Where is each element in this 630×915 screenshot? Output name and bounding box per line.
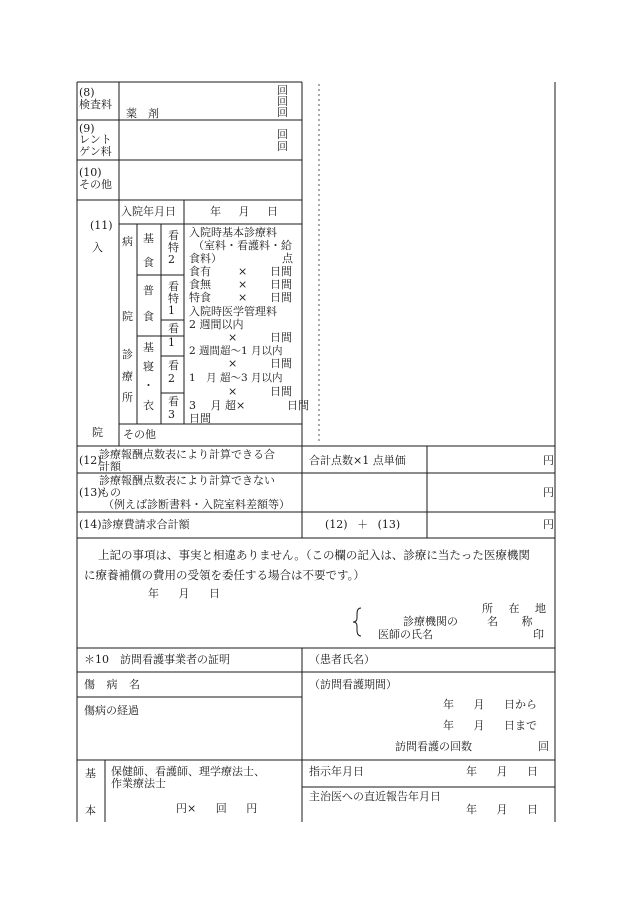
period-4-clip — [185, 412, 301, 423]
certification-name-label: 名 称 — [487, 615, 533, 628]
period-2-times: × — [228, 357, 238, 370]
period-from: 年 月 日から — [443, 698, 537, 711]
instruction-date-value: 年 月 日 — [466, 765, 538, 778]
nursing-2-b: 2 — [168, 372, 175, 385]
meal-basic-2: 食 — [143, 256, 154, 269]
disease-name-label: 傷 病 名 — [84, 678, 140, 691]
meal-normal-1: 普 — [143, 284, 154, 297]
item-8-sub: 薬 剤 — [126, 107, 159, 120]
item-8-unit-1: 回 — [277, 84, 288, 97]
admission-date-label: 入院年月日 — [121, 205, 176, 218]
meal-normal-2: 食 — [143, 310, 154, 323]
bedding-1: 基 — [143, 341, 154, 354]
item-9-unit-1: 回 — [277, 128, 288, 141]
basic-fee-line-3: 食料） — [189, 252, 222, 265]
visiting-nurse-cert-title: ＊10 訪問看護事業者の証明 — [84, 653, 230, 666]
hospital-char-4: 療 — [122, 370, 133, 383]
nursing-special-1-b: 特 — [168, 292, 179, 305]
meal-special-times: × — [238, 291, 248, 304]
item-10-number: (10) — [79, 166, 102, 179]
item-12-label-1: 診療報酬点数表により計算できる合 — [99, 448, 275, 461]
nursing-1-b: 1 — [168, 336, 175, 349]
bedding-4: 衣 — [143, 399, 154, 412]
certification-doctor-label: 医師の氏名 — [378, 628, 433, 641]
basic-fee-line-1: 入院時基本診療料 — [189, 226, 277, 239]
meal-yes-label: 食有 — [189, 265, 211, 278]
item-11-number: (11) — [90, 219, 113, 232]
bedding-2: 寝 — [143, 360, 154, 373]
certification-seal-label: 印 — [533, 628, 544, 641]
patient-name-label: （患者氏名） — [309, 653, 375, 666]
meal-special-days: 日間 — [270, 291, 292, 304]
nursing-period-label: （訪問看護期間） — [309, 678, 397, 691]
total-points-label: 合計点数×1 点単価 — [309, 454, 406, 467]
item-13-label-3: （例えば診断書料・入院室料差額等） — [103, 498, 290, 511]
item-12-yen: 円 — [543, 454, 554, 467]
basic-fee-point: 点 — [282, 252, 293, 265]
period-2-label: 2 週間超～1 月以内 — [189, 345, 283, 357]
basic-char-2: 本 — [85, 804, 96, 817]
period-to: 年 月 日まで — [443, 719, 537, 732]
nursing-special-2-a: 看 — [168, 229, 179, 242]
item-14-label: (14)診療費請求合計額 — [79, 518, 190, 531]
item-8-unit-2: 回 — [277, 95, 288, 108]
item-13-number: (13) — [79, 486, 102, 499]
item-11-label-top: 入 — [92, 241, 103, 254]
nursing-3-b: 3 — [168, 408, 175, 421]
certification-address-label: 所 在 地 — [482, 602, 546, 615]
certification-line-1: 上記の事項は、事実と相違ありません。（この欄の記入は、診療に当たった医療機関 — [98, 548, 530, 562]
bedding-3: ・ — [143, 379, 154, 392]
nursing-special-2-c: 2 — [168, 253, 175, 266]
period-4-days: 日間 — [287, 399, 309, 412]
nursing-1-a: 看 — [168, 322, 179, 335]
period-1-times: × — [228, 331, 238, 344]
period-3-times: × — [228, 385, 238, 398]
visit-count-label: 訪問看護の回数 — [395, 740, 472, 753]
item-14-formula: (12) ＋ (13) — [325, 518, 401, 531]
medical-mgmt-label: 入院時医学管理料 — [189, 305, 277, 318]
item-10-label: その他 — [79, 178, 112, 191]
item-9-label-1: レント — [79, 133, 112, 146]
item-9-unit-2: 回 — [277, 140, 288, 153]
certification-line-2: に療養補償の費用の受領を委任する場合は不要です。） — [84, 568, 365, 582]
meal-yes-days: 日間 — [270, 265, 292, 278]
meal-no-label: 食無 — [189, 278, 211, 291]
hospital-char-1: 病 — [122, 235, 133, 248]
item-12-label-2: 計額 — [99, 460, 121, 473]
item-14-yen: 円 — [543, 518, 554, 531]
meal-basic-1: 基 — [143, 232, 154, 245]
nursing-3-a: 看 — [168, 395, 179, 408]
item-13-yen: 円 — [543, 486, 554, 499]
basic-char-1: 基 — [85, 767, 96, 780]
meal-yes-times: × — [238, 265, 248, 278]
period-3-days: 日間 — [270, 385, 292, 398]
disease-progress-label: 傷病の経過 — [84, 704, 139, 717]
certification-date: 年 月 日 — [148, 587, 220, 600]
item-9-number: (9) — [79, 122, 95, 135]
item-8-number: (8) — [79, 86, 95, 99]
item-8-label: 検査料 — [79, 98, 112, 111]
nursing-special-1-a: 看 — [168, 280, 179, 293]
period-4-label: 3 月 超× — [189, 399, 246, 412]
basic-fee-line-2: （室料・看護料・給 — [193, 239, 292, 252]
hospital-char-2: 院 — [122, 310, 133, 323]
item-9-label-2: ゲン料 — [79, 145, 112, 158]
report-date-value: 年 月 日 — [466, 803, 538, 816]
period-2-days: 日間 — [270, 357, 292, 370]
meal-no-days: 日間 — [270, 278, 292, 291]
item-11-label-bottom: 院 — [92, 426, 103, 439]
instruction-date-label: 指示年月日 — [309, 765, 364, 778]
staff-types-line-1: 保健師、看護師、理学療法士、 — [111, 765, 265, 778]
nursing-special-2-b: 特 — [168, 241, 179, 254]
item-13-label-2: もの — [99, 486, 121, 499]
item-8-unit-3: 回 — [277, 106, 288, 119]
period-4-overflow: 日間 — [189, 412, 211, 423]
item-11-other-label: その他 — [123, 428, 156, 441]
meal-no-times: × — [238, 278, 248, 291]
meal-special-label: 特食 — [189, 291, 211, 304]
item-13-label-1: 診療報酬点数表により計算できない — [99, 474, 275, 487]
nursing-special-1-c: 1 — [168, 304, 175, 317]
hospital-char-3: 診 — [122, 348, 133, 361]
staff-types-line-2: 作業療法士 — [111, 777, 166, 790]
hospital-char-5: 所 — [122, 391, 133, 404]
report-date-label: 主治医への直近報告年月日 — [309, 790, 441, 803]
certification-institution-label: 診療機関の — [403, 615, 458, 628]
admission-date-value: 年 月 日 — [210, 205, 278, 218]
visit-count-unit: 回 — [538, 740, 549, 753]
period-1-label: 2 週間以内 — [189, 318, 244, 331]
period-1-days: 日間 — [270, 331, 292, 344]
staff-fee-formula: 円× 回 円 — [176, 802, 258, 815]
item-12-number: (12) — [79, 454, 102, 467]
period-3-label: 1 月 超～3 月以内 — [189, 372, 283, 384]
nursing-2-a: 看 — [168, 359, 179, 372]
